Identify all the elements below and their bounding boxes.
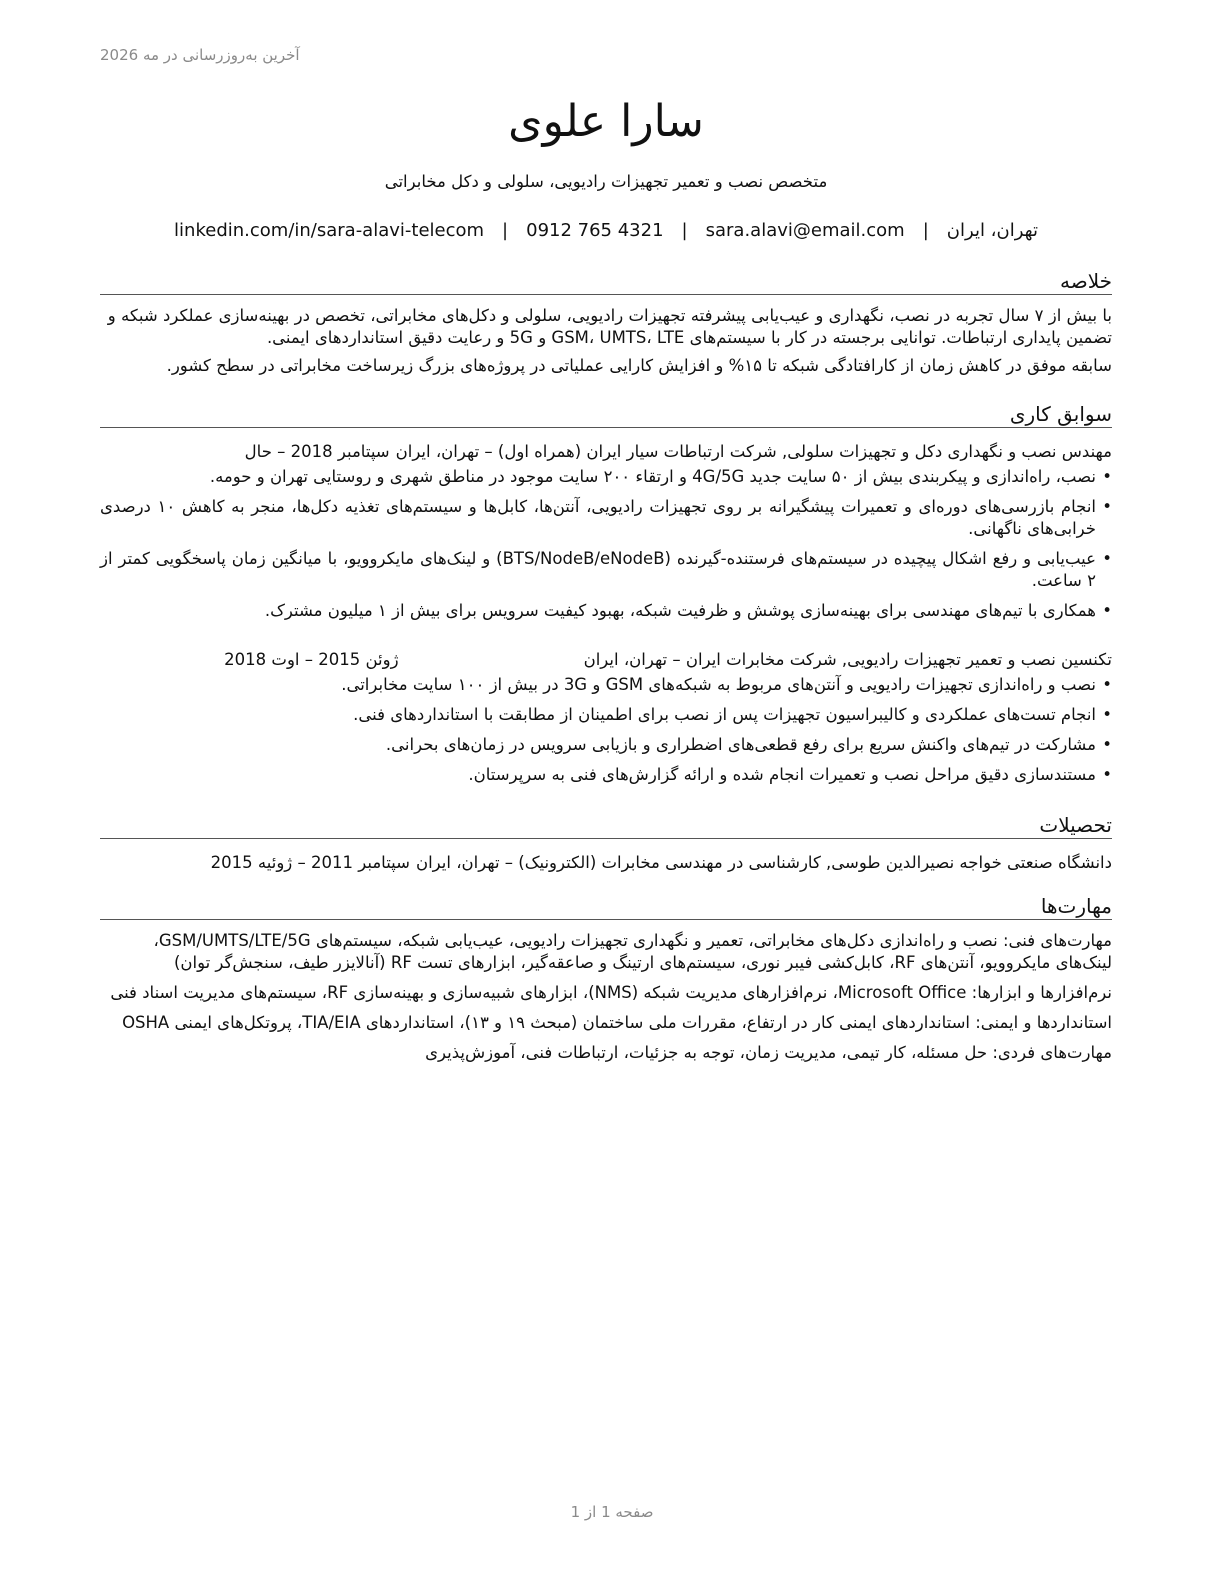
candidate-title: متخصص نصب و تعمیر تجهیزات رادیویی، سلولی و دکل مخابراتی bbox=[384, 172, 828, 191]
education-heading: تحصیلات bbox=[100, 812, 1112, 839]
contact-line bbox=[100, 218, 1112, 244]
education-dates: سپتامبر 2011 – ژوئیه 2015 bbox=[210, 853, 410, 872]
resume bbox=[100, 90, 1112, 1064]
job-bullets bbox=[100, 466, 1112, 622]
skills-item: استانداردها و ایمنی: استانداردهای ایمنی کار در ارتفاع، مقررات ملی ساختمان (مبحث ۱۹ و ۱۳)، استانداردهای TIA/EIA، پروتکل‌های ایمنی OSHA bbox=[122, 1013, 1112, 1032]
list-item: • انجام بازرسی‌های دوره‌ای و تعمیرات پیشگیرانه بر روی تجهیزات رادیویی، آنتن‌ها، کابل‌ها و سیستم‌های تغذیه دکل‌ها، منجر به کاهش ۱۰ درصدی خرابی‌های ناگهانی. bbox=[100, 496, 1112, 540]
linkedin-link[interactable]: linkedin.com/in/sara-alavi-telecom bbox=[174, 220, 485, 241]
skills-item: مهارت‌های فردی: حل مسئله، کار تیمی، مدیریت زمان، توجه به جزئیات، ارتباطات فنی، آموزش‌پذیری bbox=[425, 1043, 1112, 1062]
list-item: • انجام تست‌های عملکردی و کالیبراسیون تجهیزات پس از نصب برای اطمینان از مطابقت با استانداردهای فنی. bbox=[100, 704, 1112, 726]
job-header bbox=[100, 648, 1112, 672]
list-item: • مستندسازی دقیق مراحل نصب و تعمیرات انجام شده و ارائه گزارش‌های فنی به سرپرستان. bbox=[100, 764, 1112, 786]
phone-number: 0912 765 4321 bbox=[526, 220, 664, 241]
skills-item: نرم‌افزارها و ابزارها: Microsoft Office، نرم‌افزارهای مدیریت شبکه (NMS)، ابزارهای شبیه‌سازی و بهینه‌سازی RF، سیستم‌های مدیریت اسناد فنی bbox=[110, 983, 1112, 1002]
job-title: تکنسین نصب و تعمیر تجهیزات رادیویی, شرکت مخابرات ایران – تهران، ایران bbox=[583, 650, 1112, 669]
page-number: صفحه 1 از 1 bbox=[570, 1503, 654, 1521]
summary-heading: خلاصه bbox=[100, 268, 1112, 295]
summary-paragraph: با بیش از ۷ سال تجربه در نصب، نگهداری و عیب‌یابی پیشرفته تجهیزات رادیویی، سلولی و دکل‌های مخابراتی، تخصص در بهینه‌سازی عملکرد شبکه و تضمین پایداری ارتباطات. توانایی برجسته در کار با سیستم‌های GSM، UMTS، LTE و 5G و رعایت دقیق استانداردهای ایمنی. bbox=[107, 306, 1112, 347]
list-item: • مشارکت در تیم‌های واکنش سریع برای رفع قطعی‌های اضطراری و بازیابی سرویس در زمان‌های بحرانی. bbox=[100, 734, 1112, 756]
separator: | bbox=[922, 220, 929, 241]
candidate-name: سارا علوی bbox=[508, 96, 704, 147]
education-degree: دانشگاه صنعتی خواجه نصیرالدین طوسی, کارشناسی در مهندسی مخابرات (الکترونیک) – تهران، ایران bbox=[415, 853, 1112, 872]
skills-item: مهارت‌های فنی: نصب و راه‌اندازی دکل‌های مخابراتی، تعمیر و نگهداری تجهیزات رادیویی، عیب‌یابی شبکه، سیستم‌های GSM/UMTS/LTE/5G، لینک‌های مایکروویو، آنتن‌های RF، کابل‌کشی فیبر نوری، سیستم‌های ارتینگ و صاعقه‌گیر، ابزارهای تست RF (آنالایزر طیف، سنجش‌گر توان) bbox=[153, 931, 1112, 972]
job-dates: ژوئن 2015 – اوت 2018 bbox=[224, 650, 399, 669]
separator: | bbox=[681, 220, 688, 241]
last-updated: آخرین به‌روزرسانی در مه 2026 bbox=[100, 46, 300, 64]
list-item: • نصب و راه‌اندازی تجهیزات رادیویی و آنتن‌های مربوط به شبکه‌های GSM و 3G در بیش از ۱۰۰ سایت مخابراتی. bbox=[100, 674, 1112, 696]
job-bullets bbox=[100, 674, 1112, 786]
job-dates: سپتامبر 2018 – حال bbox=[244, 442, 390, 461]
skills-heading: مهارت‌ها bbox=[100, 893, 1112, 920]
list-item: • عیب‌یابی و رفع اشکال پیچیده در سیستم‌های فرستنده-گیرنده (BTS/NodeB/eNodeB) و لینک‌های مایکروویو، با میانگین زمان پاسخگویی کمتر از ۲ ساعت. bbox=[100, 548, 1112, 592]
list-item: • همکاری با تیم‌های مهندسی برای بهینه‌سازی پوشش و ظرفیت شبکه، بهبود کیفیت سرویس برای بیش از ۱ میلیون مشترک. bbox=[100, 600, 1112, 622]
job-header bbox=[100, 440, 1112, 464]
list-item: • نصب، راه‌اندازی و پیکربندی بیش از ۵۰ سایت جدید 4G/5G و ارتقاء ۲۰۰ سایت موجود در مناطق شهری و روستایی تهران و حومه. bbox=[100, 466, 1112, 488]
education-entry bbox=[100, 851, 1112, 875]
location: تهران، ایران bbox=[946, 220, 1038, 241]
summary-paragraph: سابقه موفق در کاهش زمان از کارافتادگی شبکه تا ۱۵% و افزایش کارایی عملیاتی در پروژه‌های بزرگ زیرساخت مخابراتی در سطح کشور. bbox=[166, 356, 1112, 375]
job-title: مهندس نصب و نگهداری دکل و تجهیزات سلولی, شرکت ارتباطات سیار ایران (همراه اول) – تهران، ایران bbox=[395, 442, 1112, 461]
experience-heading: سوابق کاری bbox=[100, 401, 1112, 428]
separator: | bbox=[502, 220, 509, 241]
email-link[interactable]: sara.alavi@email.com bbox=[705, 220, 905, 241]
